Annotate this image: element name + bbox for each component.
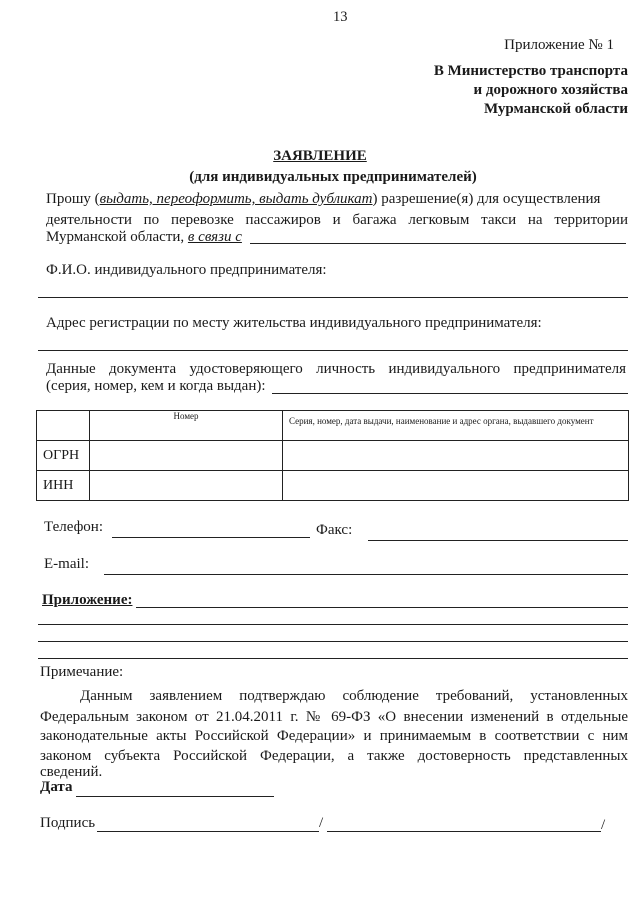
table-row: [37, 471, 629, 501]
attachment-fill-line[interactable]: [136, 607, 628, 608]
request-text: Мурманской области,: [46, 229, 188, 245]
attachment-fill-line[interactable]: [38, 624, 628, 625]
statement-line: законом субъекта Российской Федерации, а также достоверность представленных: [40, 748, 628, 764]
request-line-2: деятельности по перевозке пассажиров и багажа легковым такси на территории: [46, 212, 628, 228]
signature-separator-end: /: [601, 817, 606, 833]
id-doc-fill-line[interactable]: [272, 393, 628, 394]
addressee-line: и дорожного хозяйства: [473, 82, 628, 98]
table-cell-details[interactable]: [283, 441, 629, 471]
signature-fill-line[interactable]: [97, 831, 319, 832]
note-label: Примечание:: [40, 664, 124, 680]
request-text: Прошу (: [46, 191, 100, 207]
table-cell-number[interactable]: [90, 441, 283, 471]
date-fill-line[interactable]: [76, 796, 274, 797]
date-label: Дата: [40, 779, 73, 795]
table-row: [37, 441, 629, 471]
email-fill-line[interactable]: [104, 574, 628, 575]
attachment-label: Приложение:: [42, 592, 133, 608]
fio-label: Ф.И.О. индивидуального предпринимателя:: [46, 262, 327, 278]
id-doc-line-2: (серия, номер, кем и когда выдан):: [46, 378, 266, 394]
document-subtitle: (для индивидуальных предпринимателей): [189, 169, 477, 185]
table-row-label: ОГРН: [37, 441, 90, 471]
document-title: ЗАЯВЛЕНИЕ: [273, 148, 367, 164]
request-text: ) разрешение(я) для осуществления: [372, 191, 601, 207]
request-line-1: [46, 191, 600, 208]
table-header-row: [37, 411, 629, 441]
statement-line: сведений.: [40, 764, 103, 780]
fax-label: Факс:: [316, 522, 353, 538]
fax-fill-line[interactable]: [368, 540, 628, 541]
table-header-cell: [37, 411, 90, 441]
reason-fill-line[interactable]: [250, 243, 626, 244]
id-doc-line-1: Данные документа удостоверяющего личность индивидуального предпринимателя: [46, 361, 626, 377]
attachment-fill-line[interactable]: [38, 658, 628, 659]
addressee-line: Мурманской области: [483, 101, 628, 117]
table-cell-number[interactable]: [90, 471, 283, 501]
page-number: 13: [333, 9, 348, 25]
signature-label: Подпись: [40, 815, 96, 831]
registration-table: [36, 410, 629, 501]
addressee-line: В Министерство транспорта: [433, 63, 628, 79]
request-line-3: [46, 229, 242, 246]
request-options: выдать, переоформить, выдать дубликат: [99, 191, 373, 207]
table-cell-details[interactable]: [283, 471, 629, 501]
request-reason: в связи с: [187, 229, 242, 245]
table-header-cell: Номер: [90, 411, 283, 441]
address-label: Адрес регистрации по месту жительства индивидуального предпринимателя:: [46, 315, 542, 331]
email-label: E-mail:: [44, 556, 89, 572]
attachment-fill-line[interactable]: [38, 641, 628, 642]
appendix-label: Приложение № 1: [504, 37, 614, 53]
phone-fill-line[interactable]: [112, 537, 310, 538]
table-header-cell: Серия, номер, дата выдачи, наименование и адрес органа, выдавшего документ: [283, 411, 629, 441]
statement-line: законодательные акты Российской Федерации» и принимаемым в соответствии с ним: [40, 728, 628, 744]
statement-line: Данным заявлением подтверждаю соблюдение требований, установленных: [80, 688, 628, 704]
table-row-label: ИНН: [37, 471, 90, 501]
fio-fill-line[interactable]: [38, 297, 628, 298]
addressee: [434, 62, 628, 119]
address-fill-line[interactable]: [38, 350, 628, 351]
statement-line: Федеральным законом от 21.04.2011 г. № 69-ФЗ «О внесении изменений в отдельные: [40, 709, 628, 725]
phone-label: Телефон:: [44, 519, 103, 535]
name-fill-line[interactable]: [327, 831, 601, 832]
signature-separator: /: [319, 815, 324, 831]
